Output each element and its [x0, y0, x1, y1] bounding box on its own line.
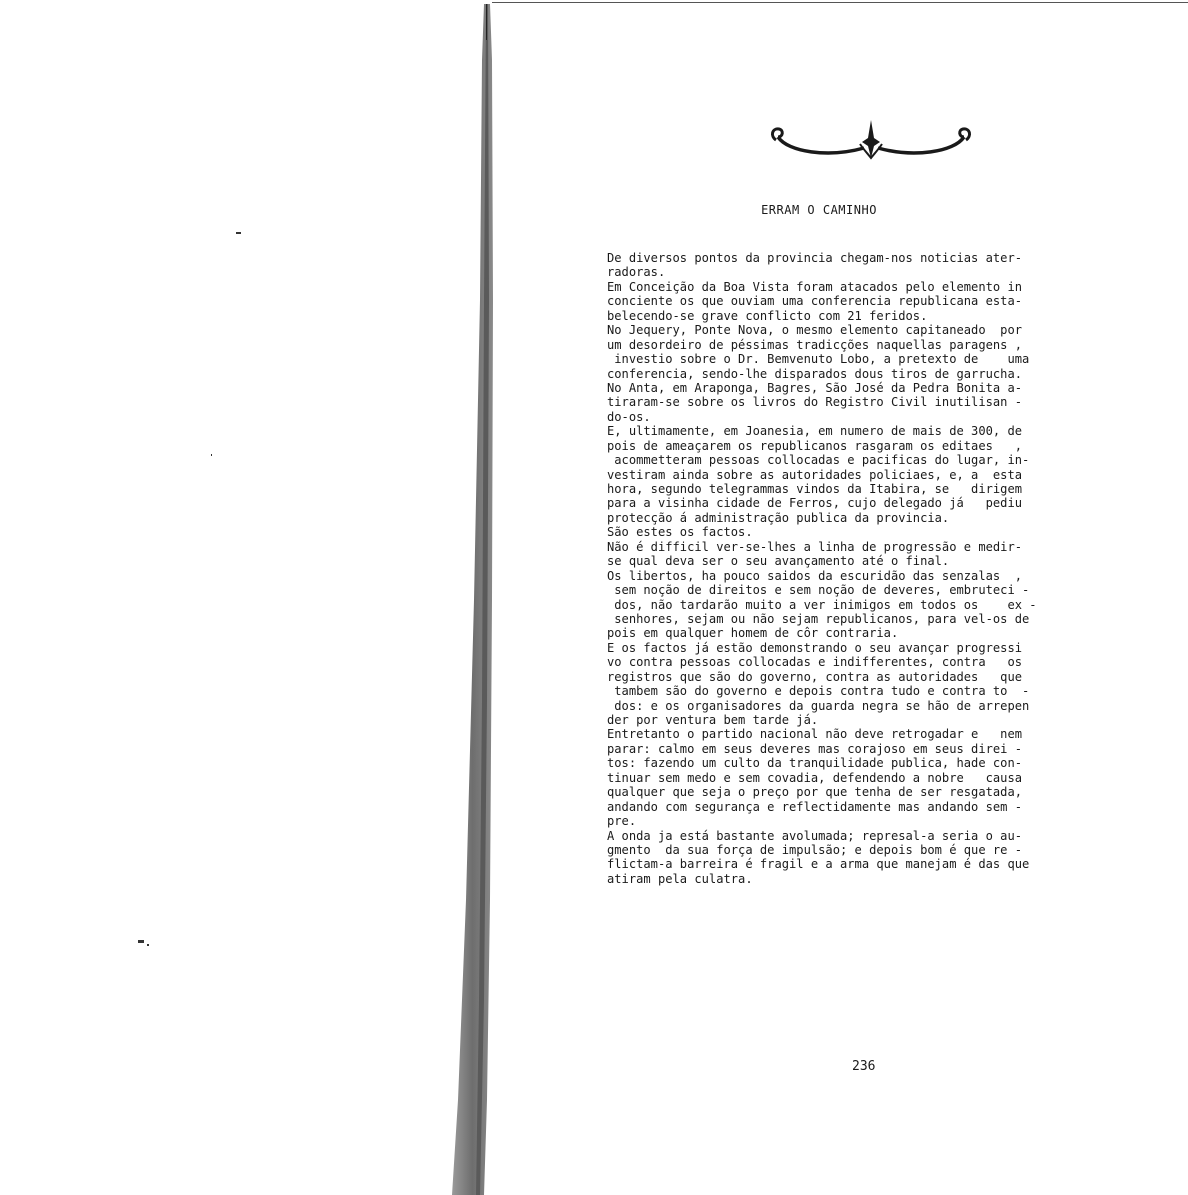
body-text-line: pois de ameaçarem os republicanos rasgaram os editaes , — [607, 438, 1023, 453]
body-text-line: dos, não tardarão muito a ver inimigos em todos os ex - — [607, 597, 1037, 612]
article-body — [607, 251, 1107, 886]
body-text-line: qualquer que seja o preço por que tenha de ser resgatada, — [607, 785, 1023, 800]
body-text-line: Os libertos, ha pouco saidos da escuridão das senzalas , — [607, 568, 1023, 583]
scan-speck — [138, 940, 144, 943]
body-text-line: belecendo-se grave conflicto com 21 feridos. — [607, 308, 928, 323]
body-text-line: tinuar sem medo e sem covadia, defendendo a nobre causa — [607, 770, 1023, 785]
body-text-line: conciente os que ouviam uma conferencia republicana esta- — [607, 294, 1023, 309]
body-text-line: dos: e os organisadores da guarda negra se hão de arrepen — [607, 698, 1030, 713]
body-text-line: investio sobre o Dr. Bemvenuto Lobo, a pretexto de uma — [607, 352, 1030, 367]
body-text-line: Não é difficil ver-se-lhes a linha de progressão e medir- — [607, 539, 1023, 554]
body-text-line: tiraram-se sobre os livros do Registro Civil inutilisan - — [607, 395, 1023, 410]
body-text-line: pre. — [607, 814, 637, 829]
body-text-line: No Jequery, Ponte Nova, o mesmo elemento capitaneado por — [607, 323, 1023, 338]
scan-speck — [236, 232, 241, 234]
body-text-line: protecção á administração publica da provincia. — [607, 510, 950, 525]
scan-speck — [211, 454, 212, 456]
body-text-line: tos: fazendo um culto da tranquilidade publica, hade con- — [607, 756, 1023, 771]
scan-speck — [147, 944, 149, 946]
body-text-line: conferencia, sendo-lhe disparados dous tiros de garrucha. — [607, 366, 1023, 381]
body-text-line: um desordeiro de péssimas tradicções naquellas paragens , — [607, 337, 1023, 352]
body-text-line: acommetteram pessoas collocadas e pacificas do lugar, in- — [607, 453, 1030, 468]
body-text-line: sem noção de direitos e sem noção de deveres, embruteci - — [607, 583, 1030, 598]
flourish-ornament-icon — [768, 118, 974, 166]
body-text-line: Entretanto o partido nacional não deve retrogadar e nem — [607, 727, 1023, 742]
body-text-line: São estes os factos. — [607, 525, 753, 540]
body-text-line: se qual deva ser o seu avançamento até o final. — [607, 554, 950, 569]
body-text-line: flictam-a barreira é fragil e a arma que manejam é das que — [607, 857, 1030, 872]
body-text-line: senhores, sejam ou não sejam republicanos, para vel-os de — [607, 611, 1030, 626]
body-text-line: pois em qualquer homem de côr contraria. — [607, 626, 899, 641]
body-text-line: E os factos já estão demonstrando o seu avançar progressi — [607, 640, 1023, 655]
body-text-line: para a visinha cidade de Ferros, cujo delegado já pediu — [607, 496, 1023, 511]
body-text-line: radoras. — [607, 265, 666, 280]
body-text-line: parar: calmo em seus deveres mas corajoso em seus direi - — [607, 741, 1023, 756]
body-text-line: der por ventura bem tarde já. — [607, 713, 819, 727]
body-text-line: vestiram ainda sobre as autoridades policiaes, e, a esta — [607, 467, 1023, 482]
body-text-line: registros que são do governo, contra as autoridades que — [607, 669, 1023, 684]
body-text-line: atiram pela culatra. — [607, 871, 753, 886]
body-text-line: hora, segundo telegrammas vindos da Itabira, se dirigem — [607, 482, 1023, 496]
top-page-rule — [492, 2, 1188, 3]
body-text-line: A onda ja está bastante avolumada; represal-a seria o au- — [607, 828, 1023, 843]
body-text-line: E, ultimamente, em Joanesia, em numero de mais de 300, de — [607, 424, 1023, 439]
body-text-line: gmento da sua força de impulsão; e depois bom é que re - — [607, 842, 1023, 857]
body-text-line: tambem são do governo e depois contra tudo e contra to - — [607, 684, 1030, 699]
body-text-line: Em Conceição da Boa Vista foram atacados pelo elemento in — [607, 279, 1023, 294]
page-number: 236 — [852, 1059, 876, 1074]
body-text-line: vo contra pessoas collocadas e indifferentes, contra os — [607, 655, 1023, 670]
body-text-line: do-os. — [607, 409, 651, 424]
body-text-line: No Anta, em Araponga, Bagres, São José da Pedra Bonita a- — [607, 380, 1023, 395]
body-text-line: andando com segurança e reflectidamente mas andando sem - — [607, 799, 1023, 814]
page-title: ERRAM O CAMINHO — [761, 203, 877, 217]
body-text-line: De diversos pontos da provincia chegam-nos noticias ater- — [607, 251, 1023, 265]
